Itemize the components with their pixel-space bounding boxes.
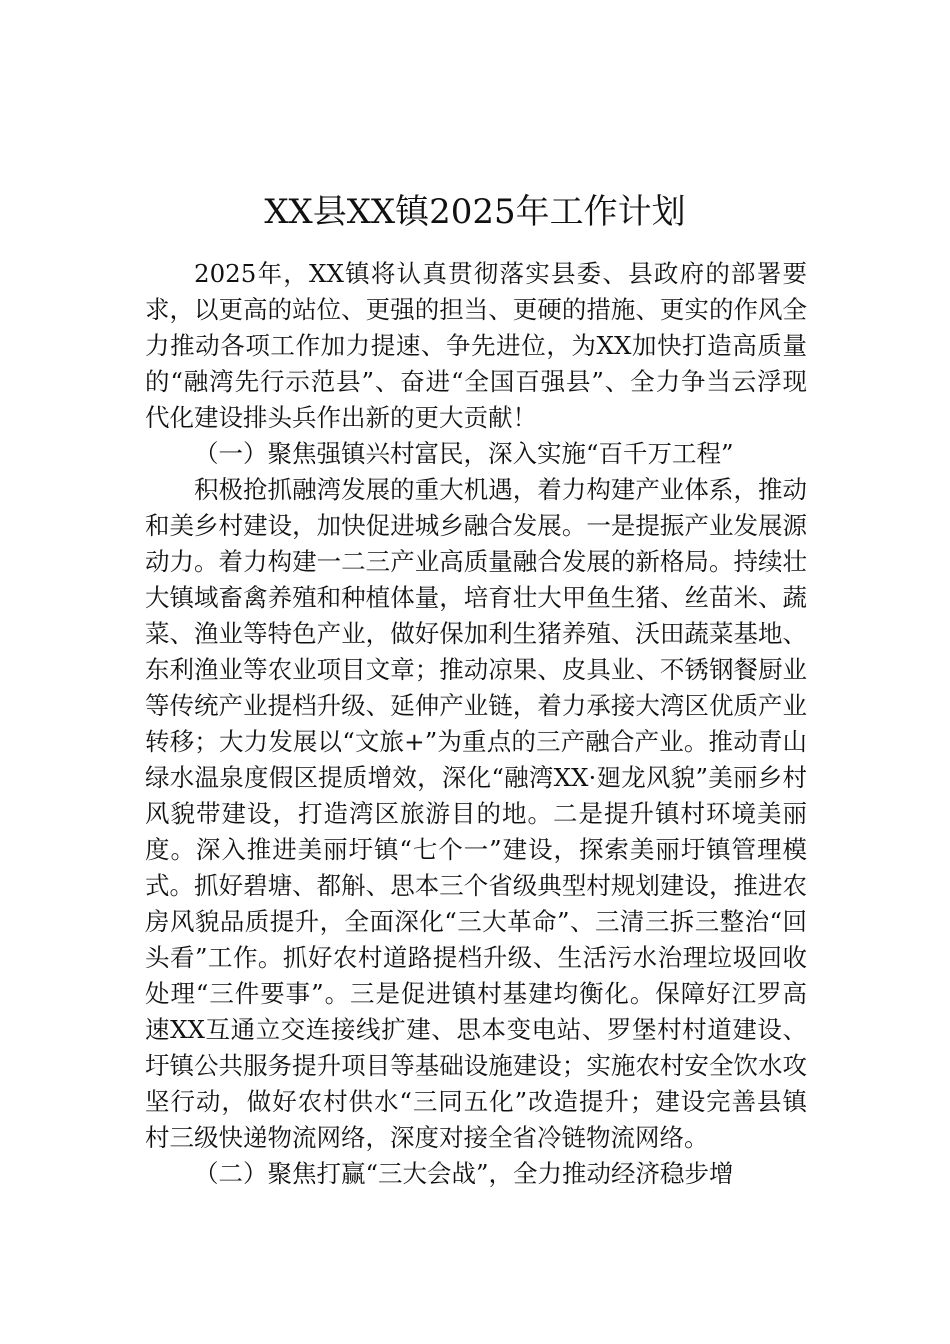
intro-paragraph: 2025年，XX镇将认真贯彻落实县委、县政府的部署要求，以更高的站位、更强的担当、更硬的措施、更实的作风全力推动各项工作加力提速、争先进位，为XX加快打造高质量的“融湾先行示范县”、奋进“全国百强县”、全力争当云浮现代化建设排头兵作出新的更大贡献！ bbox=[145, 259, 807, 432]
document-title: XX县XX镇2025年工作计划 bbox=[264, 191, 686, 232]
document-body bbox=[145, 256, 807, 1192]
section-1-heading: （一）聚焦强镇兴村富民，深入实施“百千万工程” bbox=[194, 439, 734, 468]
section-1-paragraph: 积极抢抓融湾发展的重大机遇，着力构建产业体系，推动和美乡村建设，加快促进城乡融合发展。一是提振产业发展源动力。着力构建一二三产业高质量融合发展的新格局。持续壮大镇域畜禽养殖和种植体量，培育壮大甲鱼生猪、丝苗米、蔬菜、渔业等特色产业，做好保加利生猪养殖、沃田蔬菜基地、东利渔业等农业项目文章；推动凉果、皮具业、不锈钢餐厨业等传统产业提档升级、延伸产业链，着力承接大湾区优质产业转移；大力发展以“文旅+”为重点的三产融合产业。推动青山绿水温泉度假区提质增效，深化“融湾XX·廻龙风貌”美丽乡村风貌带建设，打造湾区旅游目的地。二是提升镇村环境美丽度。深入推进美丽圩镇“七个一”建设，探索美丽圩镇管理模式。抓好碧塘、都斛、思本三个省级典型村规划建设，推进农房风貌品质提升，全面深化“三大革命”、三清三拆三整治“回头看”工作。抓好农村道路提档升级、生活污水治理垃圾回收处理“三件要事”。三是促进镇村基建均衡化。保障好江罗高速XX互通立交连接线扩建、思本变电站、罗堡村村道建设、圩镇公共服务提升项目等基础设施建设；实施农村安全饮水攻坚行动，做好农村供水“三同五化”改造提升；建设完善县镇村三级快递物流网络，深度对接全省冷链物流网络。 bbox=[145, 475, 807, 1152]
section-2-heading: （二）聚焦打赢“三大会战”，全力推动经济稳步增 bbox=[194, 1159, 734, 1188]
